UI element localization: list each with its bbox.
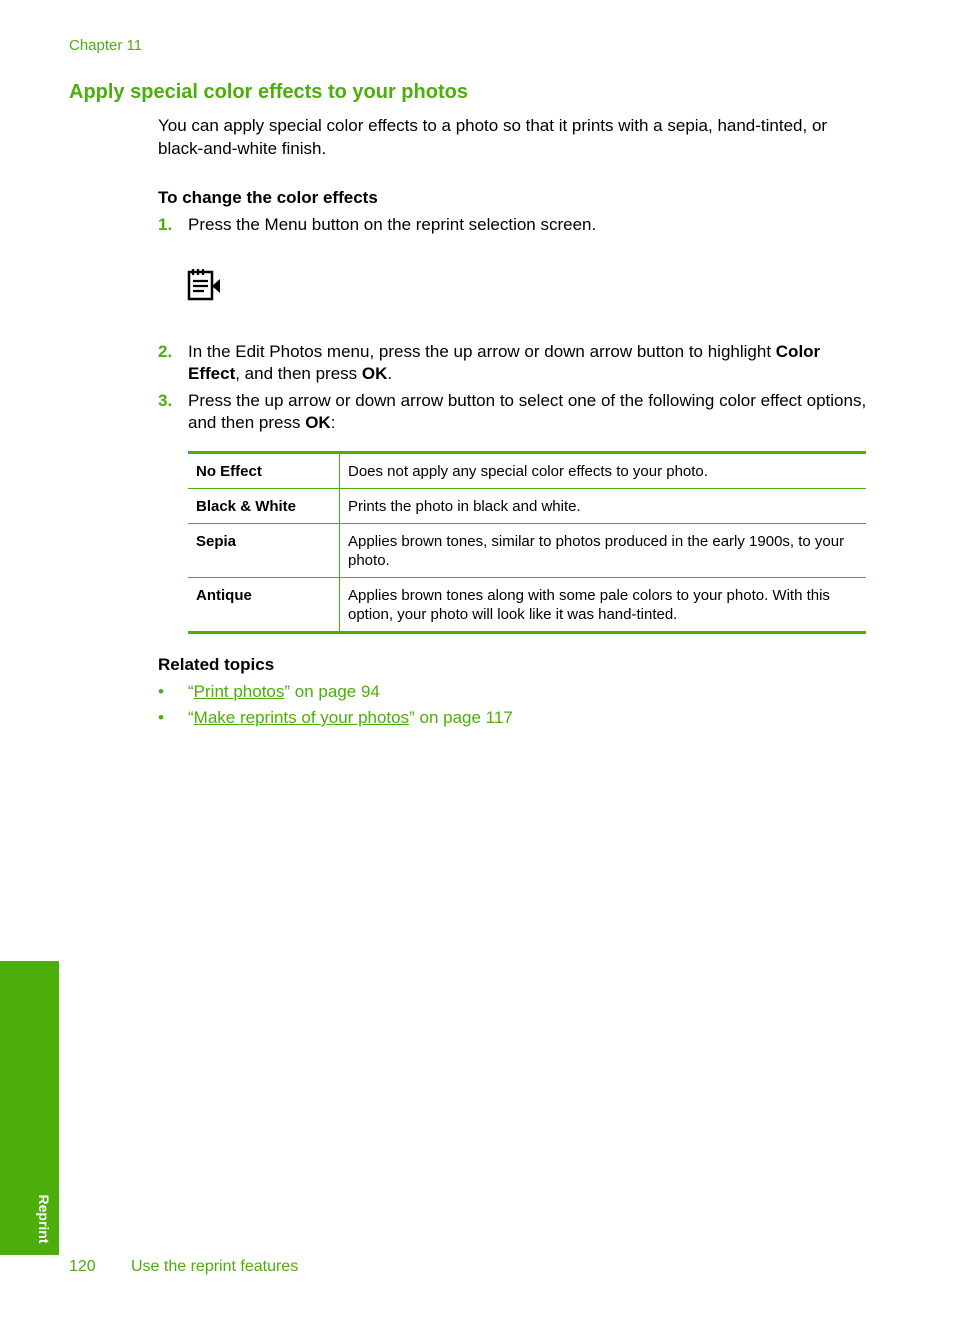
chapter-label: Chapter 11 [69,37,143,54]
effect-description: Prints the photo in black and white. [340,489,867,524]
table-row [188,524,866,578]
make-reprints-link[interactable]: Make reprints of your photos [193,708,410,727]
table-row [188,489,866,524]
effect-name: Sepia [188,524,340,578]
menu-button-icon [186,268,222,302]
print-photos-link[interactable]: Print photos [193,682,285,701]
section-title: Apply special color effects to your photos [69,81,468,103]
related-topic-item [158,682,380,702]
step-text [188,390,870,434]
effect-description: Applies brown tones along with some pale colors to your photo. With this option, your photo will look like it was hand-tinted. [340,578,867,633]
procedure-title: To change the color effects [158,188,378,207]
page-reference: ” on page 94 [284,682,380,701]
effect-name: Black & White [188,489,340,524]
step-bold-term: OK [361,364,388,383]
step-number: 1. [158,215,173,234]
bullet-icon: • [158,682,164,701]
step-2 [158,341,870,385]
side-tab-label: Reprint [36,1194,52,1244]
intro-paragraph: You can apply special color effects to a photo so that it prints with a sepia, hand-tinted, or black-and-white finish. [158,116,828,158]
step-number: 3. [158,391,173,410]
table-row [188,453,866,489]
related-topic-item [158,708,513,728]
related-topic-text [188,682,380,702]
step-text-part: . [387,364,393,383]
effect-name: Antique [188,578,340,633]
related-topics-title: Related topics [158,655,275,674]
step-bold-term: Color Effect [188,342,821,383]
bullet-icon: • [158,708,164,727]
step-text: Press the Menu button on the reprint selection screen. [188,215,597,234]
step-1 [158,214,870,236]
step-number: 2. [158,342,173,361]
step-text-part: In the Edit Photos menu, press the up arrow or down arrow button to highlight [188,342,776,361]
effect-description: Does not apply any special color effects to your photo. [348,463,708,480]
step-text-part: : [330,413,336,432]
page-reference: ” on page 117 [409,708,513,727]
step-text-part: , and then press [235,364,362,383]
footer-section-name: Use the reprint features [131,1258,299,1275]
step-bold-term: OK [305,413,331,432]
page-number: 120 [69,1258,96,1275]
effect-name: No Effect [188,453,340,489]
step-3 [158,390,870,434]
effect-description: Applies brown tones, similar to photos produced in the early 1900s, to your photo. [340,524,867,578]
step-text [188,341,870,385]
table-row [188,578,866,633]
related-topic-text [188,708,513,728]
quote-mark: “ [188,708,194,727]
color-effects-table [188,451,866,634]
quote-mark: “ [188,682,194,701]
step-text-part: Press the up arrow or down arrow button to select one of the following color effect options, and then press [188,391,867,432]
